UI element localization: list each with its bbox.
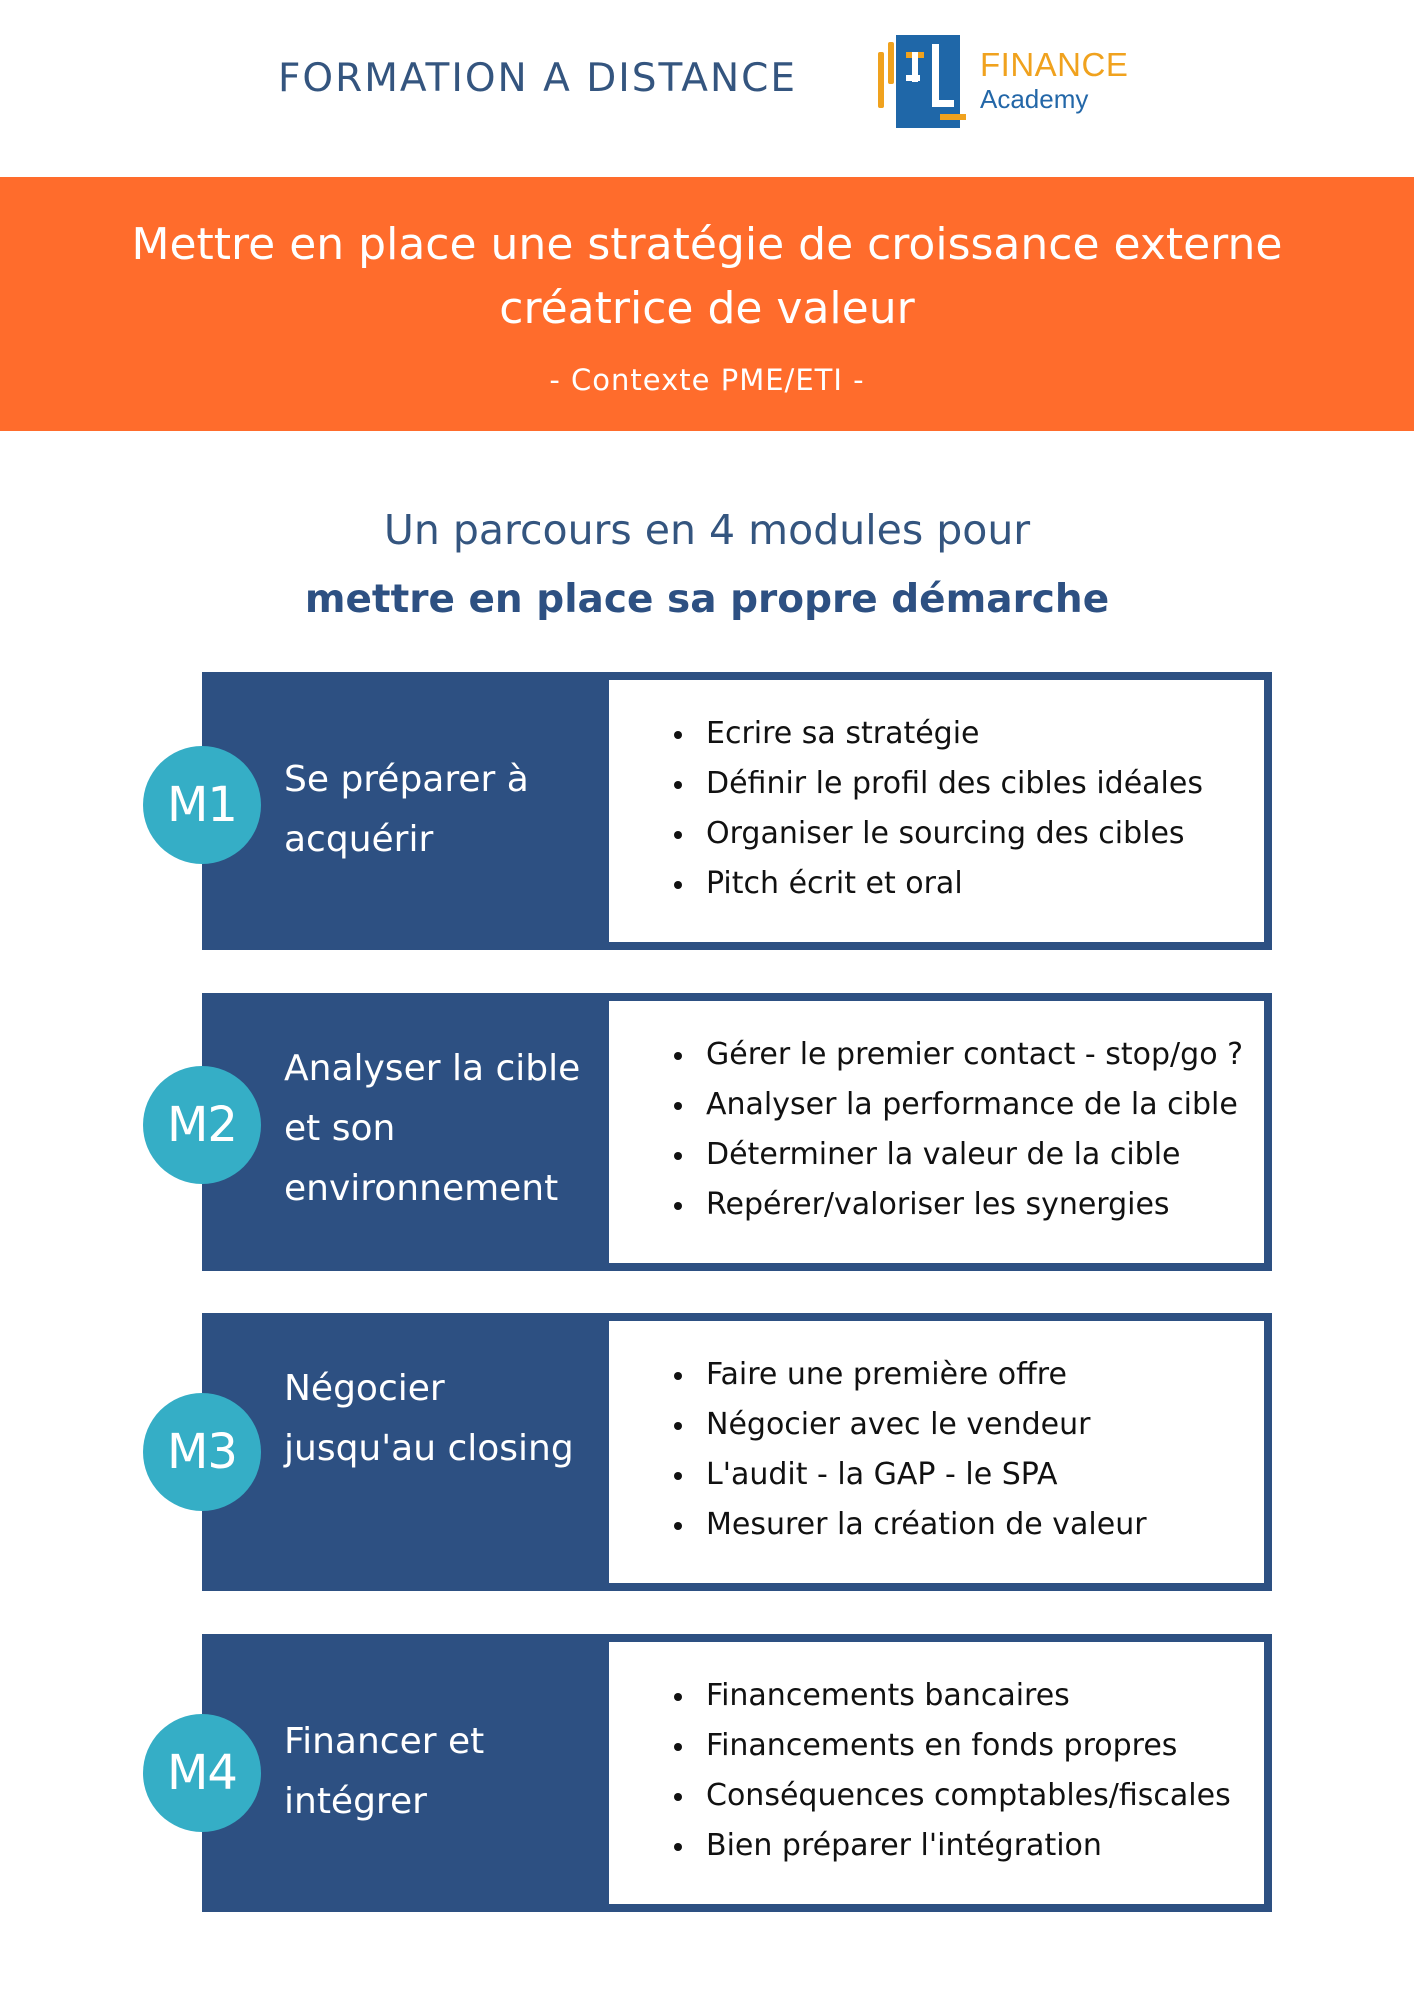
list-item: Conséquences comptables/fiscales: [670, 1771, 1270, 1821]
logo-brand-text: FINANCE: [980, 46, 1129, 83]
list-item: Mesurer la création de valeur: [670, 1500, 1270, 1550]
module-card-m3: [167, 1313, 1272, 1591]
module-topic-list: [670, 1350, 1270, 1550]
intro-line: Un parcours en 4 modules pour: [383, 506, 1031, 554]
module-topic-list: [670, 1671, 1270, 1871]
list-item: Déterminer la valeur de la cible: [670, 1130, 1270, 1180]
module-card-m2: [167, 993, 1272, 1271]
module-badge: M3: [143, 1393, 261, 1511]
finance-academy-logo: [874, 30, 1134, 134]
list-item: Bien préparer l'intégration: [670, 1821, 1270, 1871]
banner-title: Mettre en place une stratégie de croissance externe créatrice de valeur: [131, 219, 1283, 334]
list-item: Organiser le sourcing des cibles: [670, 809, 1270, 859]
logo-sub-text: Academy: [980, 84, 1089, 114]
module-badge: M1: [143, 746, 261, 864]
module-title: Se préparer à acquérir: [284, 759, 529, 860]
list-item: Pitch écrit et oral: [670, 859, 1270, 909]
list-item: L'audit - la GAP - le SPA: [670, 1450, 1270, 1500]
list-item: Définir le profil des cibles idéales: [670, 759, 1270, 809]
list-item: Repérer/valoriser les synergies: [670, 1180, 1270, 1230]
title-banner: [0, 177, 1414, 431]
module-card-m4: [167, 1634, 1272, 1912]
list-item: Négocier avec le vendeur: [670, 1400, 1270, 1450]
module-badge: M4: [143, 1714, 261, 1832]
module-title: Analyser la cible et son environnement: [284, 1048, 581, 1209]
list-item: Faire une première offre: [670, 1350, 1270, 1400]
intro-heading: mettre en place sa propre démarche: [304, 577, 1110, 622]
module-badge: M2: [143, 1066, 261, 1184]
module-title: Négocier jusqu'au closing: [284, 1368, 574, 1469]
page-header-title: FORMATION A DISTANCE: [278, 56, 798, 101]
module-topic-list: [670, 1030, 1270, 1230]
list-item: Analyser la performance de la cible: [670, 1080, 1270, 1130]
module-card-m1: [167, 672, 1272, 950]
fa-logo-icon: [874, 30, 974, 134]
banner-subtitle: - Contexte PME/ETI -: [549, 363, 865, 397]
list-item: Financements bancaires: [670, 1671, 1270, 1721]
list-item: Ecrire sa stratégie: [670, 709, 1270, 759]
list-item: Gérer le premier contact - stop/go ?: [670, 1030, 1270, 1080]
list-item: Financements en fonds propres: [670, 1721, 1270, 1771]
module-topic-list: [670, 709, 1270, 909]
module-title: Financer et intégrer: [284, 1721, 485, 1822]
